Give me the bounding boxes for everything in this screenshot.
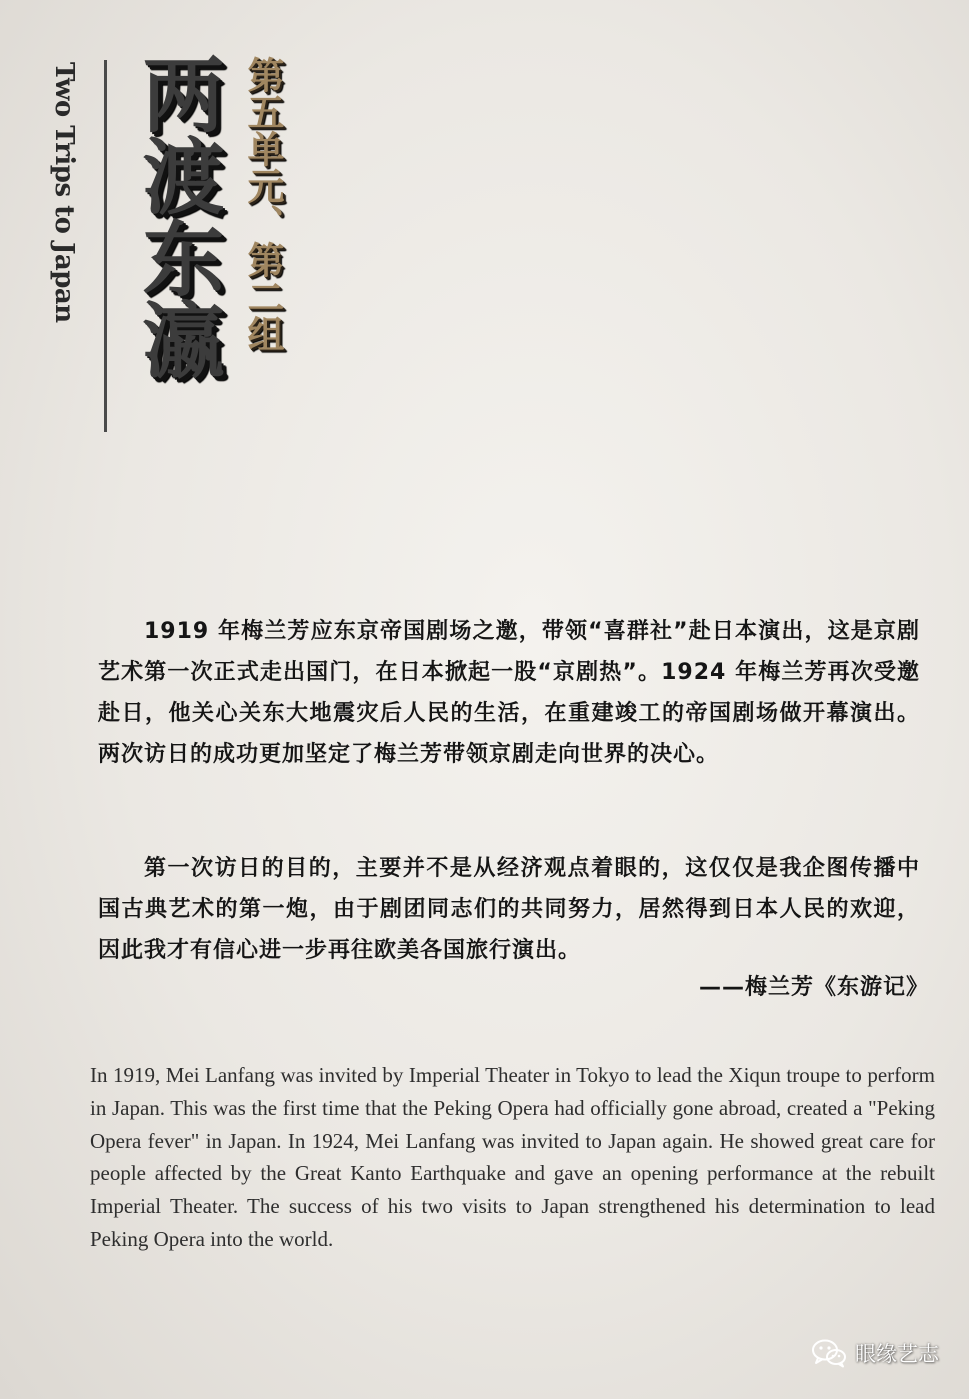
watermark-text: 眼缘艺志: [855, 1342, 939, 1366]
chinese-paragraph-intro: 1919 年梅兰芳应东京帝国剧场之邀，带领“喜群社”赴日本演出，这是京剧艺术第一次正式走出国门，在日本掀起一股“京剧热”。1924 年梅兰芳再次受邀赴日，他关心关东大地震灾后人民的生活，在重建竣工的帝国剧场做开幕演出。两次访日的成功更加坚定了梅兰芳带领京剧走向世界的决心。: [98, 619, 920, 767]
english-paragraph: In 1919, Mei Lanfang was invited by Imperial Theater in Tokyo to lead the Xiqun troupe to perform in Japan. This was the first time that the Peking Opera had officially gone abroad, created a "Peking Opera fever" in Japan. In 1924, Mei Lanfang was invited to Japan again. He showed great care for people affected by the Great Kanto Earthquake and gave an opening performance at the rebuilt Imperial Theater. The success of his two visits to Japan strengthened his determination to lead Peking Opera into the world.: [90, 1063, 935, 1251]
quote-attribution: ——梅兰芳《东游记》: [698, 975, 929, 1000]
divider-line: [104, 60, 107, 432]
wechat-icon: [811, 1338, 847, 1368]
main-title: 两渡东瀛: [129, 52, 224, 380]
watermark: [811, 1338, 939, 1368]
section-subtitle: 第五单元、第二组: [241, 56, 284, 352]
chinese-quote: 第一次访日的目的，主要并不是从经济观点着眼的，这仅仅是我企图传播中国古典艺术的第一炮，由于剧团同志们的共同努力，居然得到日本人民的欢迎，因此我才有信心进一步再往欧美各国旅行演出。: [98, 856, 920, 963]
english-title: Two Trips to Japan: [49, 62, 79, 323]
